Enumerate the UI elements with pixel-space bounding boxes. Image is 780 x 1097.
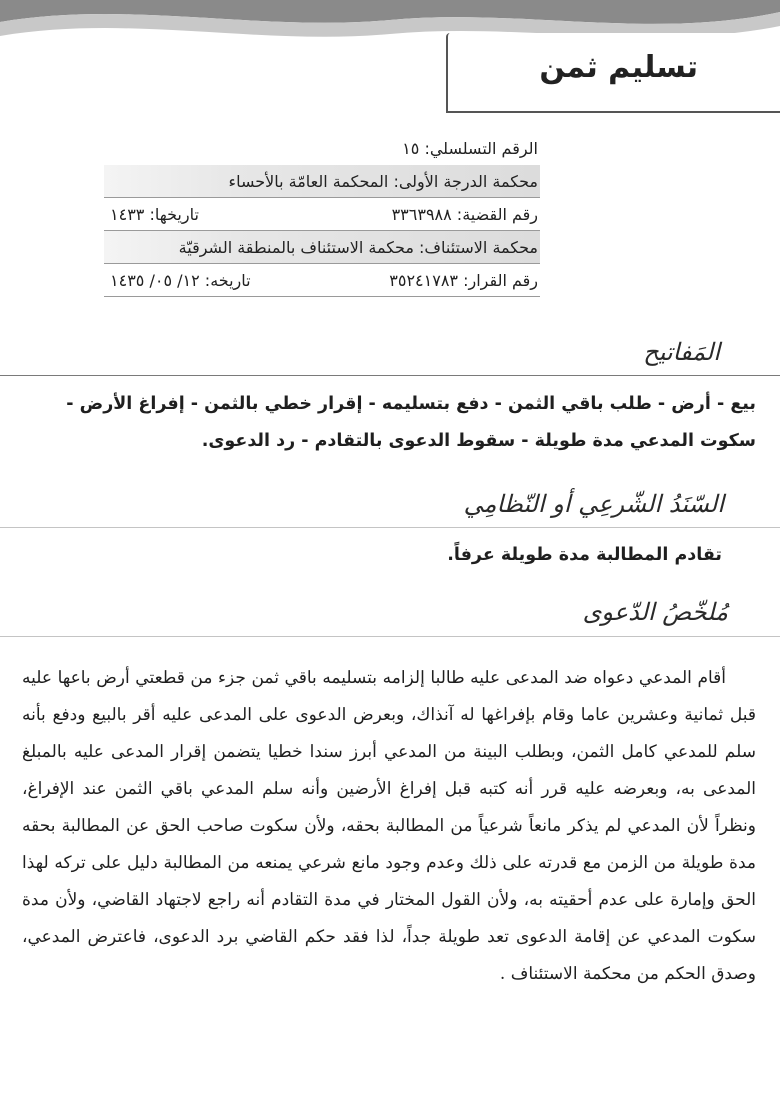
keywords-text: بيع - أرض - طلب باقي الثمن - دفع بتسليمه - إقرار خطي بالثمن - إفراغ الأرض - سكوت المدعي مدة طويلة - سقوط الدعوى بالتقادم - رد الدعوى.: [66, 394, 756, 451]
keywords-divider: [0, 375, 780, 376]
info-row-case: [104, 198, 540, 231]
page-title: تسليم ثمن: [539, 50, 698, 85]
legal-basis-heading: السّنَدُ الشّرعِي أو النّظامِي: [463, 490, 724, 518]
summary-divider: [0, 636, 780, 637]
first-court: محكمة الدرجة الأولى: المحكمة العامّة بالأحساء: [228, 172, 538, 191]
summary-paragraph: أقام المدعي دعواه ضد المدعى عليه طالبا إلزامه بتسليمه باقي ثمن جزء من قطعتي أرض باعها عليه قبل ثمانية وعشرين عاما وقام بإفراغها له آنذاك، وبعرض الدعوى على المدعى عليه أقر بالبيع ودفع بأنه سلم للمدعي كامل الثمن، وبطلب البينة من المدعي أبرز سندا خطيا يتضمن إقرار المدعى عليه بالمبلغ المدعى به، وبعرضه عليه قرر أنه كتبه قبل إفراغ الأرضين وأنه سلم المدعي باقي الثمن عند الإفراغ، ونظراً لأن المدعي لم يذكر مانعاً شرعياً من المطالبة بحقه، ولأن سكوت صاحب الحق عن المطالبة بحقه مدة طويلة من الزمن مع قدرته على ذلك وعدم وجود مانع شرعي يمنعه من المطالبة دليل على تركه لهذا الحق وإمارة على عدم أحقيته به، ولأن القول المختار في مدة التقادم أنه راجع لاجتهاد القاضي، ولأن مدة سكوت المدعي عن إقامة الدعوى تعد طويلة جداً، لذا فقد حكم القاضي برد الدعوى، فاعترض المدعي، وصدق الحكم من محكمة الاستئناف .: [22, 668, 756, 984]
info-row-serial: [104, 132, 540, 164]
case-date: تاريخها: ١٤٣٣: [110, 205, 199, 224]
serial-number: الرقم التسلسلي: ١٥: [402, 139, 538, 158]
decision-date: تاريخه: ١٢/ ٠٥/ ١٤٣٥: [110, 271, 251, 290]
summary-heading: مُلخّصُ الدّعوى: [582, 598, 728, 626]
legal-divider: [0, 527, 780, 528]
case-number: رقم القضية: ٣٣٦٣٩٨٨: [391, 205, 538, 224]
decision-number: رقم القرار: ٣٥٢٤١٧٨٣: [389, 271, 538, 290]
legal-basis-text: تقادم المطالبة مدة طويلة عرفاً.: [447, 545, 722, 565]
info-row-appeal-court: [104, 231, 540, 264]
info-row-first-court: [104, 165, 540, 198]
appeal-court: محكمة الاستئناف: محكمة الاستئناف بالمنطقة الشرقيّة: [178, 238, 538, 257]
summary-body: [22, 660, 756, 993]
keywords-heading: المَفاتيح: [643, 338, 720, 366]
info-row-decision: [104, 264, 540, 297]
